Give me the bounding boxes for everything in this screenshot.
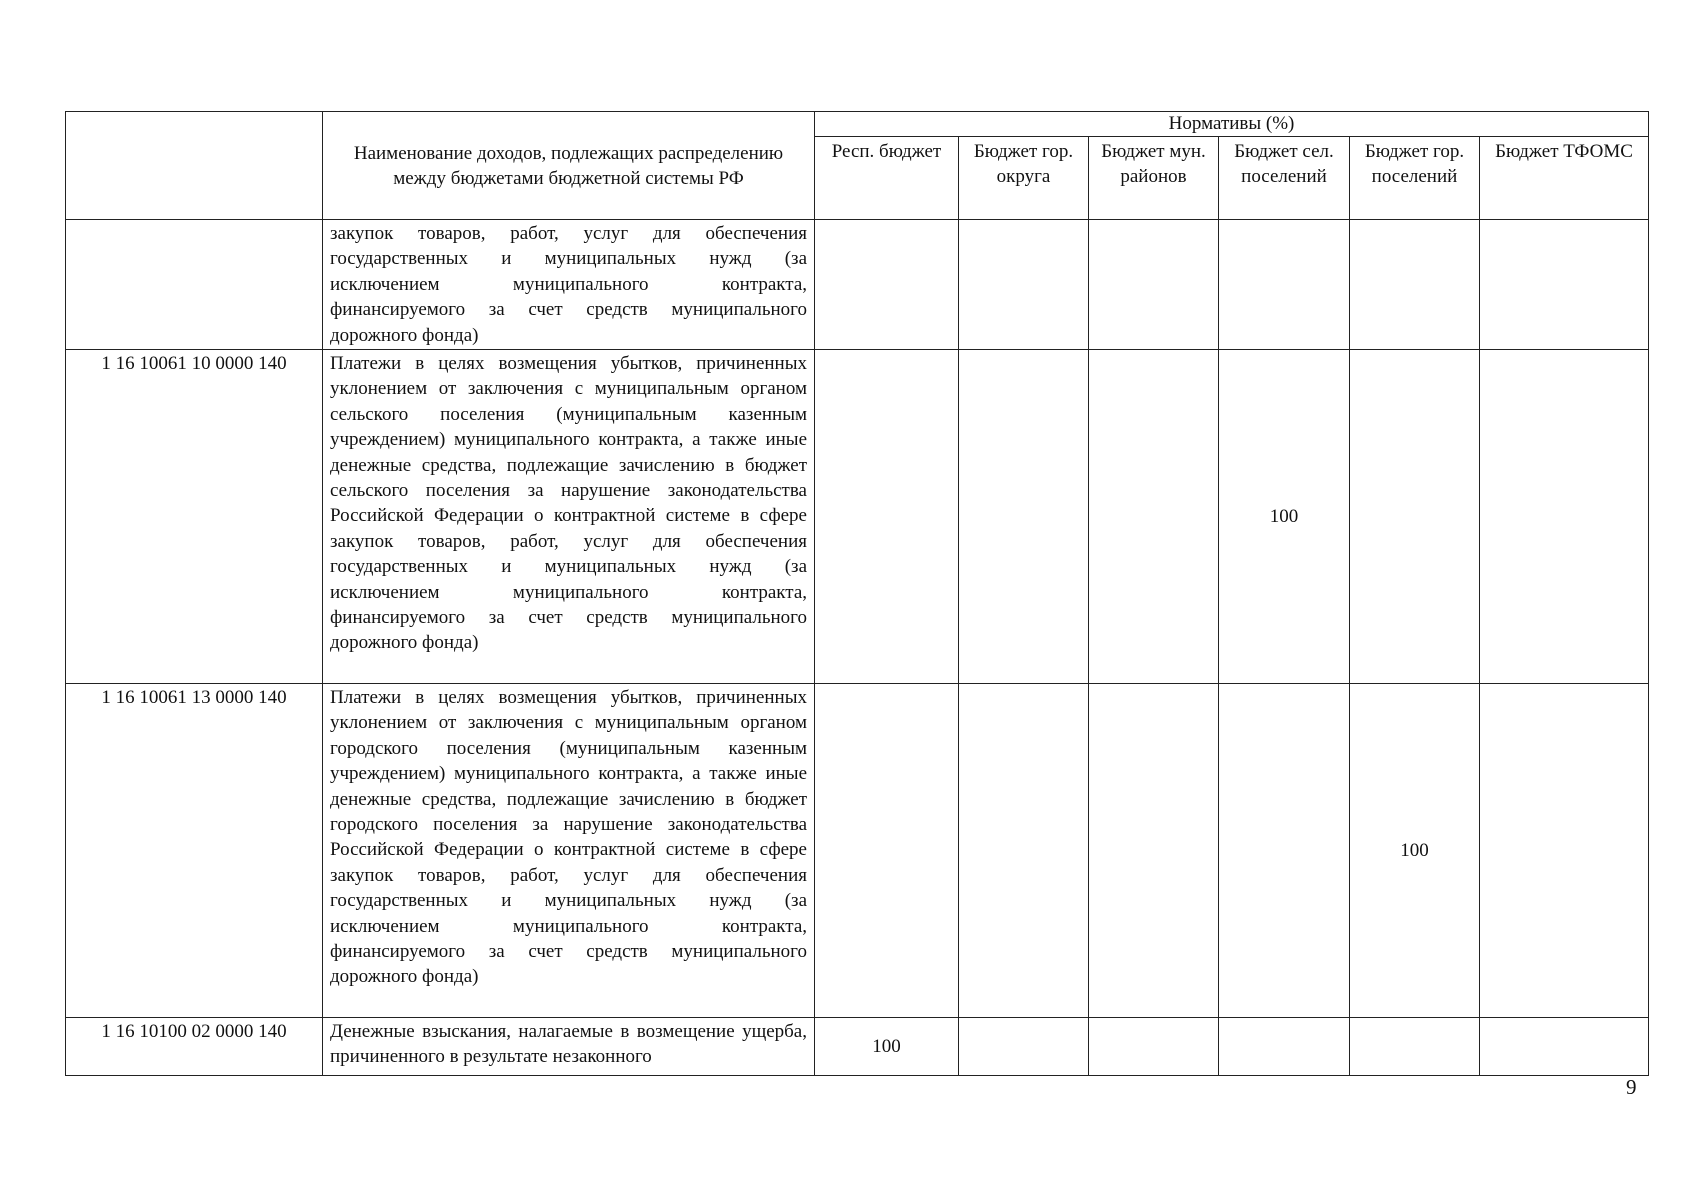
normatives-group-header: Нормативы (%)	[815, 112, 1649, 137]
row-description-text: Денежные взыскания, налагаемые в возмещение ущерба, причиненного в результате незаконного	[330, 1021, 807, 1068]
value-municipal-districts-budget	[1089, 220, 1219, 350]
value-urban-settlements-budget	[1350, 220, 1480, 350]
value-tfoms-budget	[1480, 350, 1649, 684]
row-description-text: Платежи в целях возмещения убытков, причиненных уклонением от заключения с муниципальным органом сельского поселения (муниципальным казенным учреждением) муниципального контракта, а также иные денежные средства, подлежащие зачислению в бюджет сельского поселения за нарушение законодательства Российской Федерации о контрактной системе в сфере закупок товаров, работ, услуг для обеспечения государственных и муниципальных нужд (за исключением муниципального контракта, финансируемого за счет средств муниципального дорожного фонда)	[330, 353, 807, 654]
table-row	[66, 350, 1649, 684]
value-municipal-districts-budget	[1089, 684, 1219, 1018]
value-tfoms-budget	[1480, 1018, 1649, 1076]
value-tfoms-budget	[1480, 220, 1649, 350]
value-urban-settlements-budget	[1350, 1018, 1480, 1076]
value-municipal-districts-budget	[1089, 350, 1219, 684]
value-tfoms-budget	[1480, 684, 1649, 1018]
row-code: 1 16 10061 10 0000 140	[66, 350, 323, 684]
name-column-header: Наименование доходов, подлежащих распределению между бюджетами бюджетной системы РФ	[323, 112, 815, 220]
row-code: 1 16 10061 13 0000 140	[66, 684, 323, 1018]
table-row	[66, 220, 1649, 350]
value-rural-settlements-budget	[1219, 1018, 1350, 1076]
value-urban-settlements-budget	[1350, 350, 1480, 684]
value-resp-budget	[815, 684, 959, 1018]
value-rural-settlements-budget: 100	[1219, 350, 1350, 684]
column-header-city-district-budget: Бюджет гор. округа	[959, 137, 1089, 220]
value-city-district-budget	[959, 684, 1089, 1018]
row-code	[66, 220, 323, 350]
table-row	[66, 684, 1649, 1018]
column-header-resp-budget: Респ. бюджет	[815, 137, 959, 220]
revenue-distribution-table	[65, 111, 1649, 1076]
column-header-rural-settlements-budget: Бюджет сел. поселений	[1219, 137, 1350, 220]
value-resp-budget	[815, 220, 959, 350]
value-rural-settlements-budget	[1219, 220, 1350, 350]
code-header-cell	[66, 112, 323, 220]
table-row	[66, 1018, 1649, 1076]
row-description	[323, 350, 815, 684]
row-description-text: закупок товаров, работ, услуг для обеспечения государственных и муниципальных нужд (за исключением муниципального контракта, финансируемого за счет средств муниципального дорожного фонда)	[330, 223, 807, 346]
value-city-district-budget	[959, 350, 1089, 684]
value-urban-settlements-budget: 100	[1350, 684, 1480, 1018]
row-description	[323, 684, 815, 1018]
row-description	[323, 220, 815, 350]
value-municipal-districts-budget	[1089, 1018, 1219, 1076]
value-city-district-budget	[959, 220, 1089, 350]
column-header-tfoms-budget: Бюджет ТФОМС	[1480, 137, 1649, 220]
row-code: 1 16 10100 02 0000 140	[66, 1018, 323, 1076]
page-number: 9	[1626, 1075, 1637, 1099]
value-resp-budget	[815, 350, 959, 684]
row-description-text: Платежи в целях возмещения убытков, причиненных уклонением от заключения с муниципальным органом городского поселения (муниципальным казенным учреждением) муниципального контракта, а также иные денежные средства, подлежащие зачислению в бюджет городского поселения за нарушение законодательства Российской Федерации о контрактной системе в сфере закупок товаров, работ, услуг для обеспечения государственных и муниципальных нужд (за исключением муниципального контракта, финансируемого за счет средств муниципального дорожного фонда)	[330, 687, 807, 988]
row-description	[323, 1018, 815, 1076]
column-header-municipal-districts-budget: Бюджет мун. районов	[1089, 137, 1219, 220]
value-city-district-budget	[959, 1018, 1089, 1076]
value-rural-settlements-budget	[1219, 684, 1350, 1018]
column-header-urban-settlements-budget: Бюджет гор. поселений	[1350, 137, 1480, 220]
table-header	[66, 112, 1649, 220]
value-resp-budget: 100	[815, 1018, 959, 1076]
